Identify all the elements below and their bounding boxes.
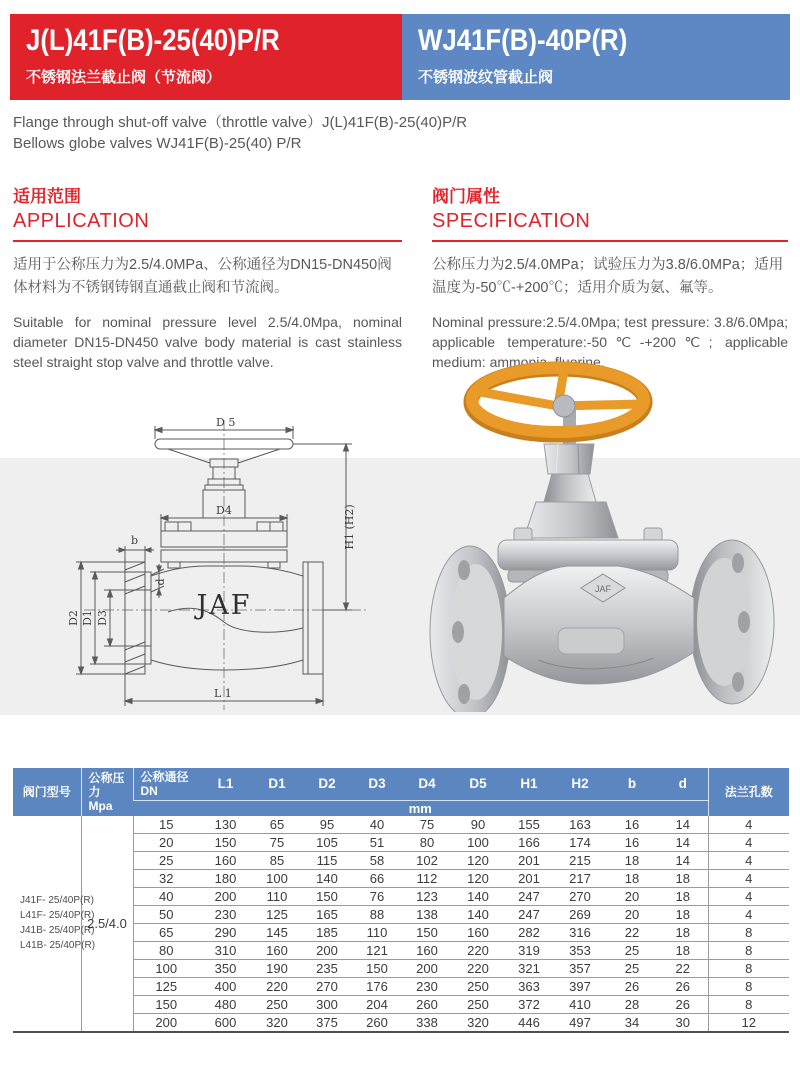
- flange-holes-cell: 8: [708, 996, 789, 1014]
- spec-table-body: [13, 816, 789, 1032]
- banner-right: [402, 14, 790, 100]
- dim-cell: 110: [352, 924, 402, 942]
- dim-cell: 310: [199, 942, 252, 960]
- dim-label-d2: D2: [67, 610, 80, 626]
- dim-cell: 125: [252, 906, 302, 924]
- valve-technical-drawing: [56, 414, 392, 718]
- header-h2: H2: [554, 768, 606, 800]
- header-dn-unit: DN: [140, 783, 158, 798]
- dim-cell: 397: [554, 978, 606, 996]
- dim-cell: 140: [452, 888, 504, 906]
- dim-cell: 22: [658, 960, 708, 978]
- specification-title-cn: 阀门属性: [432, 187, 500, 206]
- specification-body-en: Nominal pressure:2.5/4.0Mpa; test pressure: 3.8/6.0Mpa; applicable temperature:-50℃-+200℃; applicable medium: ammonia, fluorine.: [432, 314, 788, 370]
- dn-cell: 125: [133, 978, 199, 996]
- model-name-cn-left: 不锈钢法兰截止阀（节流阀）: [26, 69, 222, 86]
- dim-cell: 30: [658, 1014, 708, 1032]
- dim-cell: 150: [352, 960, 402, 978]
- valve-photo-svg: [418, 360, 790, 712]
- dim-cell: 138: [402, 906, 452, 924]
- dim-cell: 160: [402, 942, 452, 960]
- dn-cell: 80: [133, 942, 199, 960]
- dim-cell: 25: [606, 960, 658, 978]
- dim-cell: 201: [504, 852, 554, 870]
- dim-cell: 20: [606, 888, 658, 906]
- dim-cell: 269: [554, 906, 606, 924]
- application-title-en: APPLICATION: [13, 210, 150, 232]
- dim-cell: 176: [352, 978, 402, 996]
- dim-cell: 140: [302, 870, 352, 888]
- dim-label-d: d: [154, 578, 167, 586]
- dim-cell: 250: [452, 996, 504, 1014]
- header-flange-holes: 法兰孔数: [708, 768, 789, 816]
- header-d1: D1: [252, 768, 302, 800]
- dim-label-h1h2: H1 (H2): [343, 504, 356, 550]
- dim-cell: 220: [252, 978, 302, 996]
- dim-cell: 26: [606, 978, 658, 996]
- dim-cell: 76: [352, 888, 402, 906]
- dn-cell: 65: [133, 924, 199, 942]
- dim-label-b: b: [131, 534, 139, 547]
- dim-cell: 321: [504, 960, 554, 978]
- dim-cell: 200: [199, 888, 252, 906]
- dim-cell: 18: [606, 852, 658, 870]
- header-dn: [133, 768, 199, 800]
- dim-cell: 145: [252, 924, 302, 942]
- header-d5: D5: [452, 768, 504, 800]
- dim-cell: 85: [252, 852, 302, 870]
- dim-cell: 163: [554, 816, 606, 834]
- dim-cell: 16: [606, 834, 658, 852]
- dim-cell: 320: [452, 1014, 504, 1032]
- dim-cell: 18: [658, 942, 708, 960]
- pressure-cell: 2.5/4.0: [81, 816, 133, 1032]
- dim-cell: 102: [402, 852, 452, 870]
- spec-table-wrap: [13, 768, 789, 1033]
- dim-cell: 88: [352, 906, 402, 924]
- dim-cell: 14: [658, 852, 708, 870]
- dim-cell: 40: [352, 816, 402, 834]
- dim-cell: 150: [402, 924, 452, 942]
- spec-table: [13, 768, 789, 1033]
- flange-holes-cell: 4: [708, 870, 789, 888]
- dim-cell: 357: [554, 960, 606, 978]
- dim-cell: 372: [504, 996, 554, 1014]
- model-code-right: WJ41F(B)-40P(R): [418, 24, 628, 57]
- dim-label-d1: D1: [81, 610, 94, 626]
- dim-cell: 105: [302, 834, 352, 852]
- dn-cell: 20: [133, 834, 199, 852]
- header-d: d: [658, 768, 708, 800]
- flange-holes-cell: 8: [708, 978, 789, 996]
- dn-cell: 32: [133, 870, 199, 888]
- dim-cell: 120: [452, 852, 504, 870]
- dim-cell: 338: [402, 1014, 452, 1032]
- header-d3: D3: [352, 768, 402, 800]
- dim-cell: 217: [554, 870, 606, 888]
- dim-cell: 28: [606, 996, 658, 1014]
- right-pipe-flange: [690, 540, 774, 704]
- dim-cell: 375: [302, 1014, 352, 1032]
- valve-model-line: L41F- 25/40P(R): [20, 910, 95, 921]
- dim-label-d5: D 5: [216, 416, 236, 429]
- dim-cell: 200: [302, 942, 352, 960]
- flange-holes-cell: 8: [708, 924, 789, 942]
- dim-cell: 204: [352, 996, 402, 1014]
- flange-holes-cell: 4: [708, 852, 789, 870]
- dim-cell: 95: [302, 816, 352, 834]
- valve-model-line: J41F- 25/40P(R): [20, 895, 94, 906]
- dn-cell: 100: [133, 960, 199, 978]
- dim-cell: 66: [352, 870, 402, 888]
- dim-cell: 22: [606, 924, 658, 942]
- dim-cell: 150: [199, 834, 252, 852]
- dim-cell: 110: [252, 888, 302, 906]
- dim-cell: 174: [554, 834, 606, 852]
- red-divider: [13, 240, 402, 242]
- dim-cell: 75: [402, 816, 452, 834]
- dim-cell: 190: [252, 960, 302, 978]
- model-name-cn-right: 不锈钢波纹管截止阀: [418, 69, 554, 86]
- header-unit-mm: mm: [133, 800, 708, 816]
- flange-holes-cell: 8: [708, 960, 789, 978]
- dim-cell: 410: [554, 996, 606, 1014]
- intro-line-2: Bellows globe valves WJ41F(B)-25(40) P/R: [13, 135, 302, 152]
- handwheel: [471, 368, 645, 435]
- dim-cell: 25: [606, 942, 658, 960]
- flange-holes-cell: 4: [708, 906, 789, 924]
- header-valve-model: 阀门型号: [13, 768, 81, 816]
- valve-model-cell: [13, 816, 96, 1032]
- dim-cell: 75: [252, 834, 302, 852]
- dim-cell: 235: [302, 960, 352, 978]
- dim-cell: 100: [452, 834, 504, 852]
- dim-cell: 260: [352, 1014, 402, 1032]
- dim-cell: 247: [504, 888, 554, 906]
- dim-cell: 150: [302, 888, 352, 906]
- dim-cell: 270: [554, 888, 606, 906]
- application-title-cn: 适用范围: [13, 187, 81, 206]
- flange-holes-cell: 4: [708, 888, 789, 906]
- dim-cell: 100: [252, 870, 302, 888]
- banner-left: [10, 14, 402, 100]
- dim-cell: 18: [606, 870, 658, 888]
- dim-cell: 363: [504, 978, 554, 996]
- dim-cell: 26: [658, 978, 708, 996]
- intro-line-1: Flange through shut-off valve（throttle valve）J(L)41F(B)-25(40)P/R: [13, 114, 468, 131]
- header-dn-cn: 公称通径: [140, 769, 189, 784]
- dim-cell: 160: [252, 942, 302, 960]
- dim-cell: 230: [199, 906, 252, 924]
- dim-cell: 180: [199, 870, 252, 888]
- dim-cell: 260: [402, 996, 452, 1014]
- dim-cell: 300: [302, 996, 352, 1014]
- dim-cell: 130: [199, 816, 252, 834]
- dim-cell: 270: [302, 978, 352, 996]
- specification-section: [432, 182, 788, 372]
- dim-label-d3: D3: [96, 610, 109, 626]
- dim-label-d4: D4: [216, 504, 232, 517]
- valve-model-line: J41B- 25/40P(R): [20, 925, 95, 936]
- dim-cell: 600: [199, 1014, 252, 1032]
- dim-cell: 220: [452, 960, 504, 978]
- dim-cell: 185: [302, 924, 352, 942]
- dim-cell: 51: [352, 834, 402, 852]
- header-pressure-cn: 公称压力: [88, 770, 125, 799]
- dim-cell: 480: [199, 996, 252, 1014]
- valve-product-photo: [418, 360, 790, 712]
- specification-title-en: SPECIFICATION: [432, 210, 591, 232]
- dim-cell: 14: [658, 816, 708, 834]
- dn-cell: 40: [133, 888, 199, 906]
- valve-drawing-svg: [56, 414, 392, 718]
- dim-cell: 115: [302, 852, 352, 870]
- header-l1: L1: [199, 768, 252, 800]
- dim-cell: 165: [302, 906, 352, 924]
- dim-cell: 140: [452, 906, 504, 924]
- left-pipe-flange: [430, 546, 510, 712]
- header-pressure: [81, 768, 133, 816]
- application-section: [13, 182, 402, 372]
- intro-text: [13, 112, 773, 154]
- dim-cell: 282: [504, 924, 554, 942]
- dim-cell: 58: [352, 852, 402, 870]
- svg-text:JAF: JAF: [594, 584, 612, 594]
- dim-cell: 90: [452, 816, 504, 834]
- flange-holes-cell: 4: [708, 834, 789, 852]
- dim-cell: 18: [658, 924, 708, 942]
- dim-cell: 247: [504, 906, 554, 924]
- specification-body-cn: 公称压力为2.5/4.0MPa；试验压力为3.8/6.0MPa；适用温度为-50℃-+200℃；适用介质为氨、氟等。: [432, 257, 784, 296]
- dim-cell: 166: [504, 834, 554, 852]
- red-divider: [432, 240, 788, 242]
- table-row: [13, 816, 789, 834]
- dim-cell: 16: [606, 816, 658, 834]
- dim-cell: 112: [402, 870, 452, 888]
- dim-cell: 123: [402, 888, 452, 906]
- dim-cell: 290: [199, 924, 252, 942]
- dn-cell: 15: [133, 816, 199, 834]
- dim-cell: 230: [402, 978, 452, 996]
- header-d4: D4: [402, 768, 452, 800]
- application-body-en: Suitable for nominal pressure level 2.5/4.0Mpa, nominal diameter DN15-DN450 valve body material is cast stainless steel straight stop valve and throttle valve.: [13, 314, 402, 370]
- dn-cell: 50: [133, 906, 199, 924]
- dim-cell: 215: [554, 852, 606, 870]
- dim-cell: 160: [452, 924, 504, 942]
- dim-cell: 20: [606, 906, 658, 924]
- dim-cell: 34: [606, 1014, 658, 1032]
- flange-holes-cell: 8: [708, 942, 789, 960]
- dim-cell: 14: [658, 834, 708, 852]
- drawing-logo-jaf: JAF: [196, 590, 252, 621]
- dim-cell: 155: [504, 816, 554, 834]
- dim-cell: 400: [199, 978, 252, 996]
- dim-cell: 250: [252, 996, 302, 1014]
- flange-holes-cell: 4: [708, 816, 789, 834]
- dn-cell: 200: [133, 1014, 199, 1032]
- dim-cell: 120: [452, 870, 504, 888]
- flange-holes-cell: 12: [708, 1014, 789, 1032]
- dim-cell: 201: [504, 870, 554, 888]
- dim-cell: 121: [352, 942, 402, 960]
- application-body-cn: 适用于公称压力为2.5/4.0MPa、公称通径为DN15-DN450阀体材料为不锈钢铸钢直通截止阀和节流阀。: [13, 257, 392, 296]
- dim-cell: 446: [504, 1014, 554, 1032]
- dim-cell: 18: [658, 906, 708, 924]
- dn-cell: 150: [133, 996, 199, 1014]
- dim-cell: 220: [452, 942, 504, 960]
- header-d2: D2: [302, 768, 352, 800]
- dim-cell: 18: [658, 870, 708, 888]
- dim-cell: 350: [199, 960, 252, 978]
- dim-cell: 316: [554, 924, 606, 942]
- dim-label-l1: L 1: [214, 687, 232, 700]
- dim-cell: 353: [554, 942, 606, 960]
- dn-cell: 25: [133, 852, 199, 870]
- header-h1: H1: [504, 768, 554, 800]
- dim-cell: 250: [452, 978, 504, 996]
- dim-cell: 200: [402, 960, 452, 978]
- dim-cell: 18: [658, 888, 708, 906]
- dim-cell: 319: [504, 942, 554, 960]
- header-b: b: [606, 768, 658, 800]
- dim-cell: 26: [658, 996, 708, 1014]
- dim-cell: 320: [252, 1014, 302, 1032]
- dim-cell: 160: [199, 852, 252, 870]
- dim-cell: 80: [402, 834, 452, 852]
- dim-cell: 497: [554, 1014, 606, 1032]
- dim-cell: 65: [252, 816, 302, 834]
- model-code-left: J(L)41F(B)-25(40)P/R: [26, 24, 280, 57]
- header-pressure-unit: Mpa: [88, 798, 113, 813]
- valve-model-line: L41B- 25/40P(R): [20, 940, 96, 951]
